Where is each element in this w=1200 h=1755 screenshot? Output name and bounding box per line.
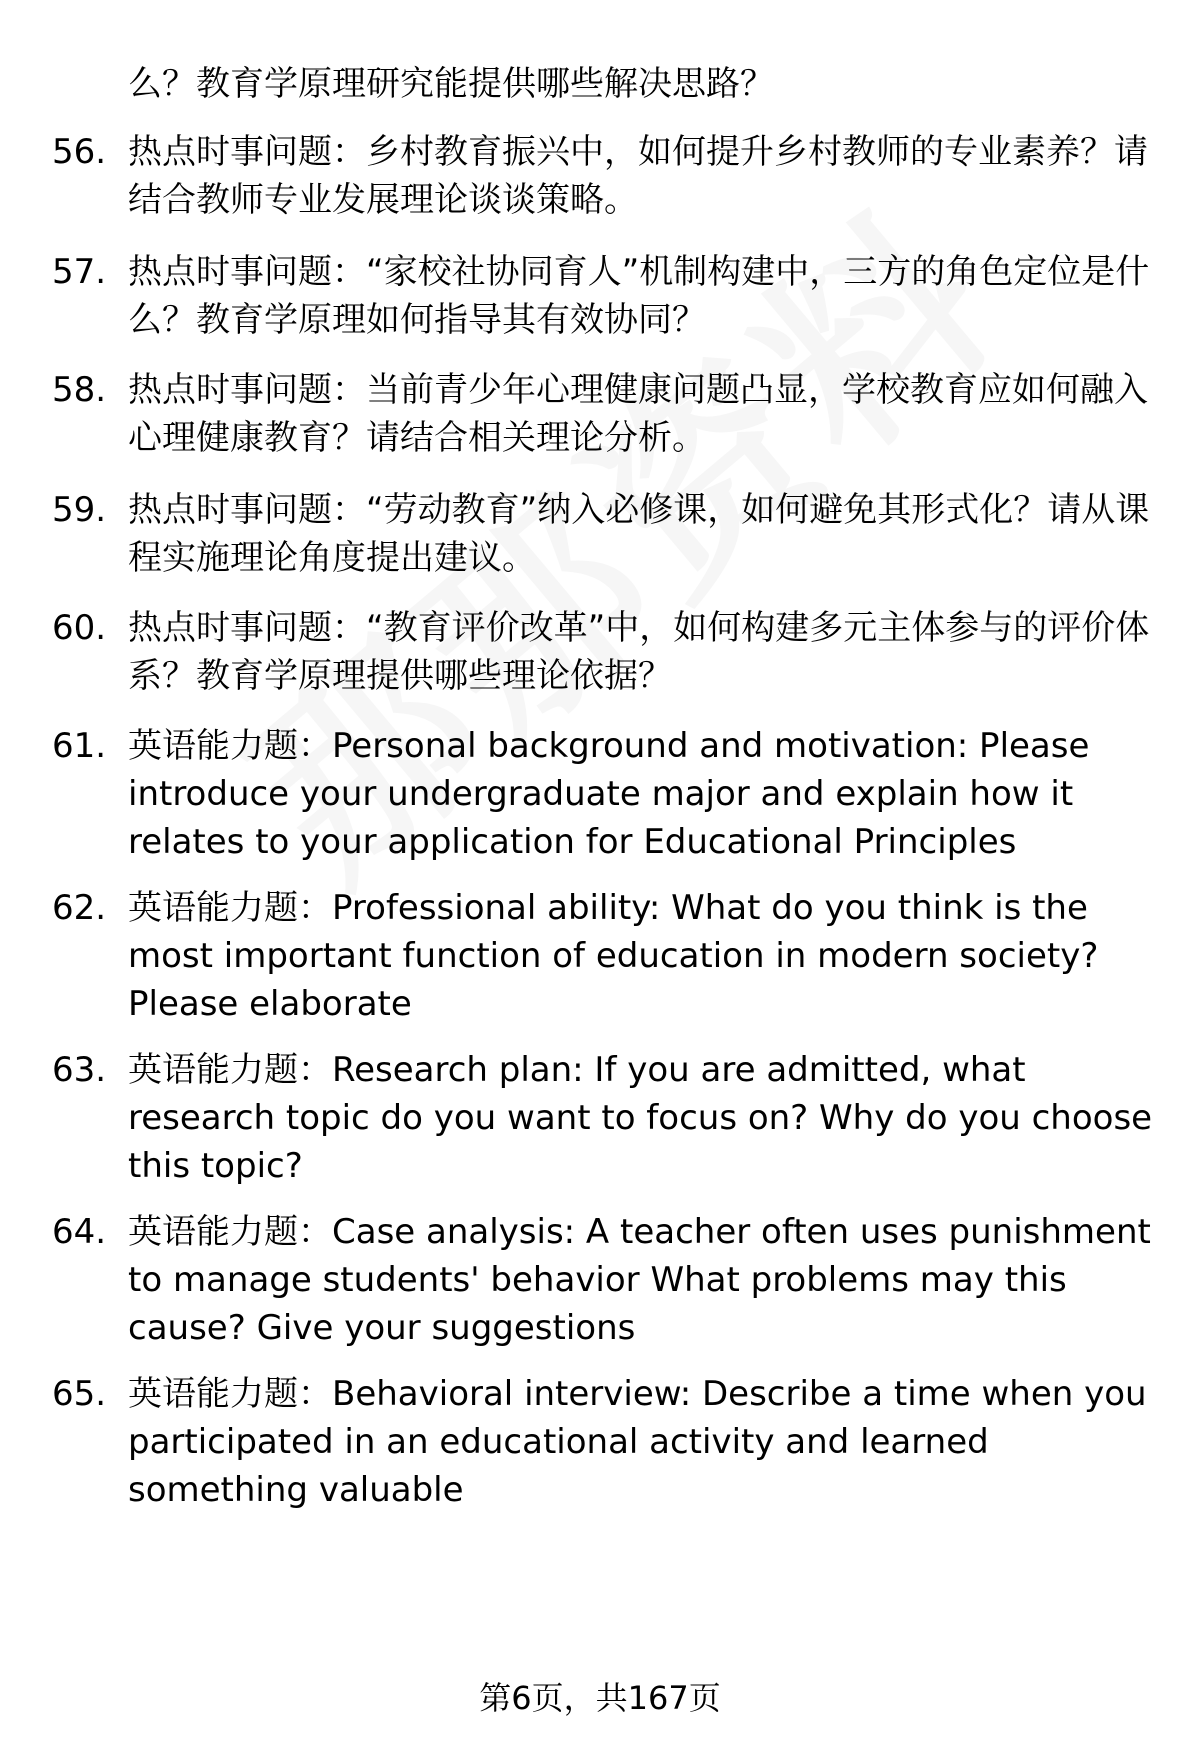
question-text: 英语能力题：Behavioral interview: Describe a time when you participated in an educational activity and learned something valuable bbox=[128, 1374, 1147, 1510]
question-number: 62. bbox=[52, 888, 107, 928]
question-item bbox=[52, 604, 1162, 700]
question-number: 60. bbox=[52, 608, 107, 648]
question-number: 56. bbox=[52, 132, 107, 172]
question-number: 65. bbox=[52, 1374, 107, 1414]
question-item bbox=[52, 248, 1162, 344]
question-item bbox=[52, 884, 1162, 1028]
question-text: 英语能力题：Personal background and motivation: Please introduce your undergraduate major and explain how it relates to your application for Educational Principles bbox=[128, 726, 1090, 862]
page-number-footer: 第6页，共167页 bbox=[479, 1679, 721, 1717]
question-text: 英语能力题：Professional ability: What do you think is the most important function of education in modern society? Please elaborate bbox=[128, 888, 1099, 1024]
question-item bbox=[52, 1046, 1162, 1190]
question-number: 63. bbox=[52, 1050, 107, 1090]
question-text: 热点时事问题：乡村教育振兴中，如何提升乡村教师的专业素养？请结合教师专业发展理论谈谈策略。 bbox=[128, 132, 1148, 220]
question-number: 57. bbox=[52, 252, 107, 292]
question-item bbox=[52, 486, 1162, 582]
question-number: 64. bbox=[52, 1212, 107, 1252]
continued-question-text: 么？教育学原理研究能提供哪些解决思路？ bbox=[128, 64, 774, 104]
question-text: 英语能力题：Case analysis: A teacher often uses punishment to manage students' behavior What problems may this cause? Give your suggestions bbox=[128, 1212, 1151, 1348]
question-text: 英语能力题：Research plan: If you are admitted, what research topic do you want to focus on? Why do you choose this topic? bbox=[128, 1050, 1153, 1186]
question-text: 热点时事问题：当前青少年心理健康问题凸显，学校教育应如何融入心理健康教育？请结合相关理论分析。 bbox=[128, 370, 1148, 458]
question-text: 热点时事问题：“劳动教育”纳入必修课，如何避免其形式化？请从课程实施理论角度提出建议。 bbox=[128, 490, 1150, 578]
question-item bbox=[52, 366, 1162, 462]
question-item bbox=[52, 722, 1162, 866]
question-number: 58. bbox=[52, 370, 107, 410]
question-text: 热点时事问题：“家校社协同育人”机制构建中，三方的角色定位是什么？教育学原理如何指导其有效协同？ bbox=[128, 252, 1150, 340]
question-text: 热点时事问题：“教育评价改革”中，如何构建多元主体参与的评价体系？教育学原理提供哪些理论依据？ bbox=[128, 608, 1150, 696]
question-number: 61. bbox=[52, 726, 107, 766]
question-item bbox=[52, 128, 1162, 224]
question-item bbox=[52, 1208, 1162, 1352]
question-item bbox=[52, 1370, 1162, 1514]
question-number: 59. bbox=[52, 490, 107, 530]
